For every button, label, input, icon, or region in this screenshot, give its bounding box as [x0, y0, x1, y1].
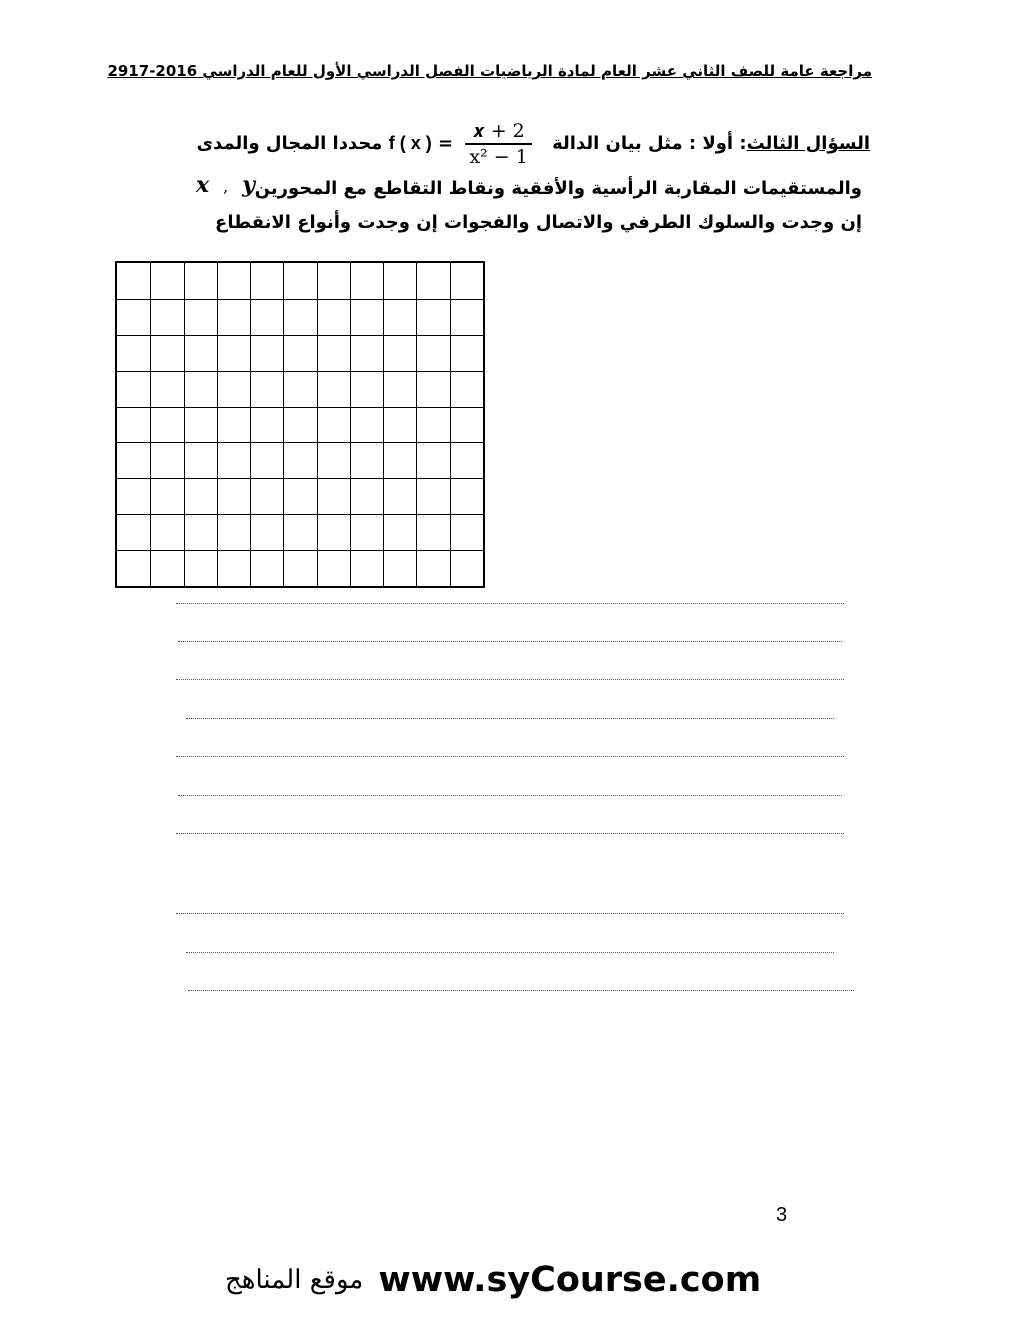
function-fraction [465, 120, 531, 168]
grid-horizontal-line [117, 335, 483, 336]
answer-line [176, 603, 844, 604]
grid-vertical-line [250, 263, 251, 586]
answer-line [176, 913, 844, 914]
answer-line [176, 833, 844, 834]
answer-line [186, 952, 834, 953]
answer-line [186, 718, 834, 719]
fraction-numerator: 𝒙 + 2 [465, 120, 531, 145]
grid-vertical-line [283, 263, 284, 586]
answer-line [176, 756, 844, 757]
grid-vertical-line [217, 263, 218, 586]
grid-horizontal-line [117, 478, 483, 479]
grid-horizontal-line [117, 442, 483, 443]
question-domain-range: محددا المجال والمدى [196, 133, 383, 154]
grid-vertical-line [317, 263, 318, 586]
answer-line [178, 795, 842, 796]
question-line-2: والمستقيمات المقاربة الرأسية والأفقية ونقاط التقاطع مع المحورين [254, 178, 862, 199]
grid-horizontal-line [117, 514, 483, 515]
axis-separator: , [223, 177, 229, 196]
fraction-denominator: x² − 1 [469, 146, 528, 168]
grid-vertical-line [450, 263, 451, 586]
axis-x-symbol: 𝒙 [196, 172, 210, 198]
answer-line [178, 641, 842, 642]
function-name: f ( x ) [388, 133, 432, 153]
equals-sign: = [438, 133, 454, 154]
page-number: 3 [776, 1204, 788, 1226]
answer-line [188, 990, 854, 991]
grid-horizontal-line [117, 299, 483, 300]
footer-watermark [225, 1260, 761, 1300]
footer-site-arabic: موقع المناهج [225, 1265, 364, 1295]
grid-vertical-line [150, 263, 151, 586]
question-line-3: إن وجدت والسلوك الطرفي والاتصال والفجوات إن وجدت وأنواع الانقطاع [215, 212, 862, 233]
footer-site-url[interactable]: www.syCourse.com [378, 1260, 762, 1300]
grid-vertical-line [184, 263, 185, 586]
question-line-1 [197, 120, 870, 168]
grid-vertical-line [416, 263, 417, 586]
question-label: السؤال الثالث [746, 133, 870, 154]
graph-grid [115, 261, 485, 588]
grid-horizontal-line [117, 407, 483, 408]
answer-line [176, 679, 844, 680]
grid-vertical-line [350, 263, 351, 586]
grid-horizontal-line [117, 550, 483, 551]
axes-symbols [196, 172, 255, 198]
question-intro: أولا : مثل بيان الدالة [552, 133, 734, 154]
axis-y-symbol: 𝒚 [242, 172, 256, 198]
question-colon: : [739, 133, 747, 154]
grid-vertical-line [383, 263, 384, 586]
page-header: مراجعة عامة للصف الثاني عشر العام لمادة الرياضيات الفصل الدراسي الأول للعام الدراسي 2016-2917 [107, 62, 872, 80]
grid-horizontal-line [117, 371, 483, 372]
